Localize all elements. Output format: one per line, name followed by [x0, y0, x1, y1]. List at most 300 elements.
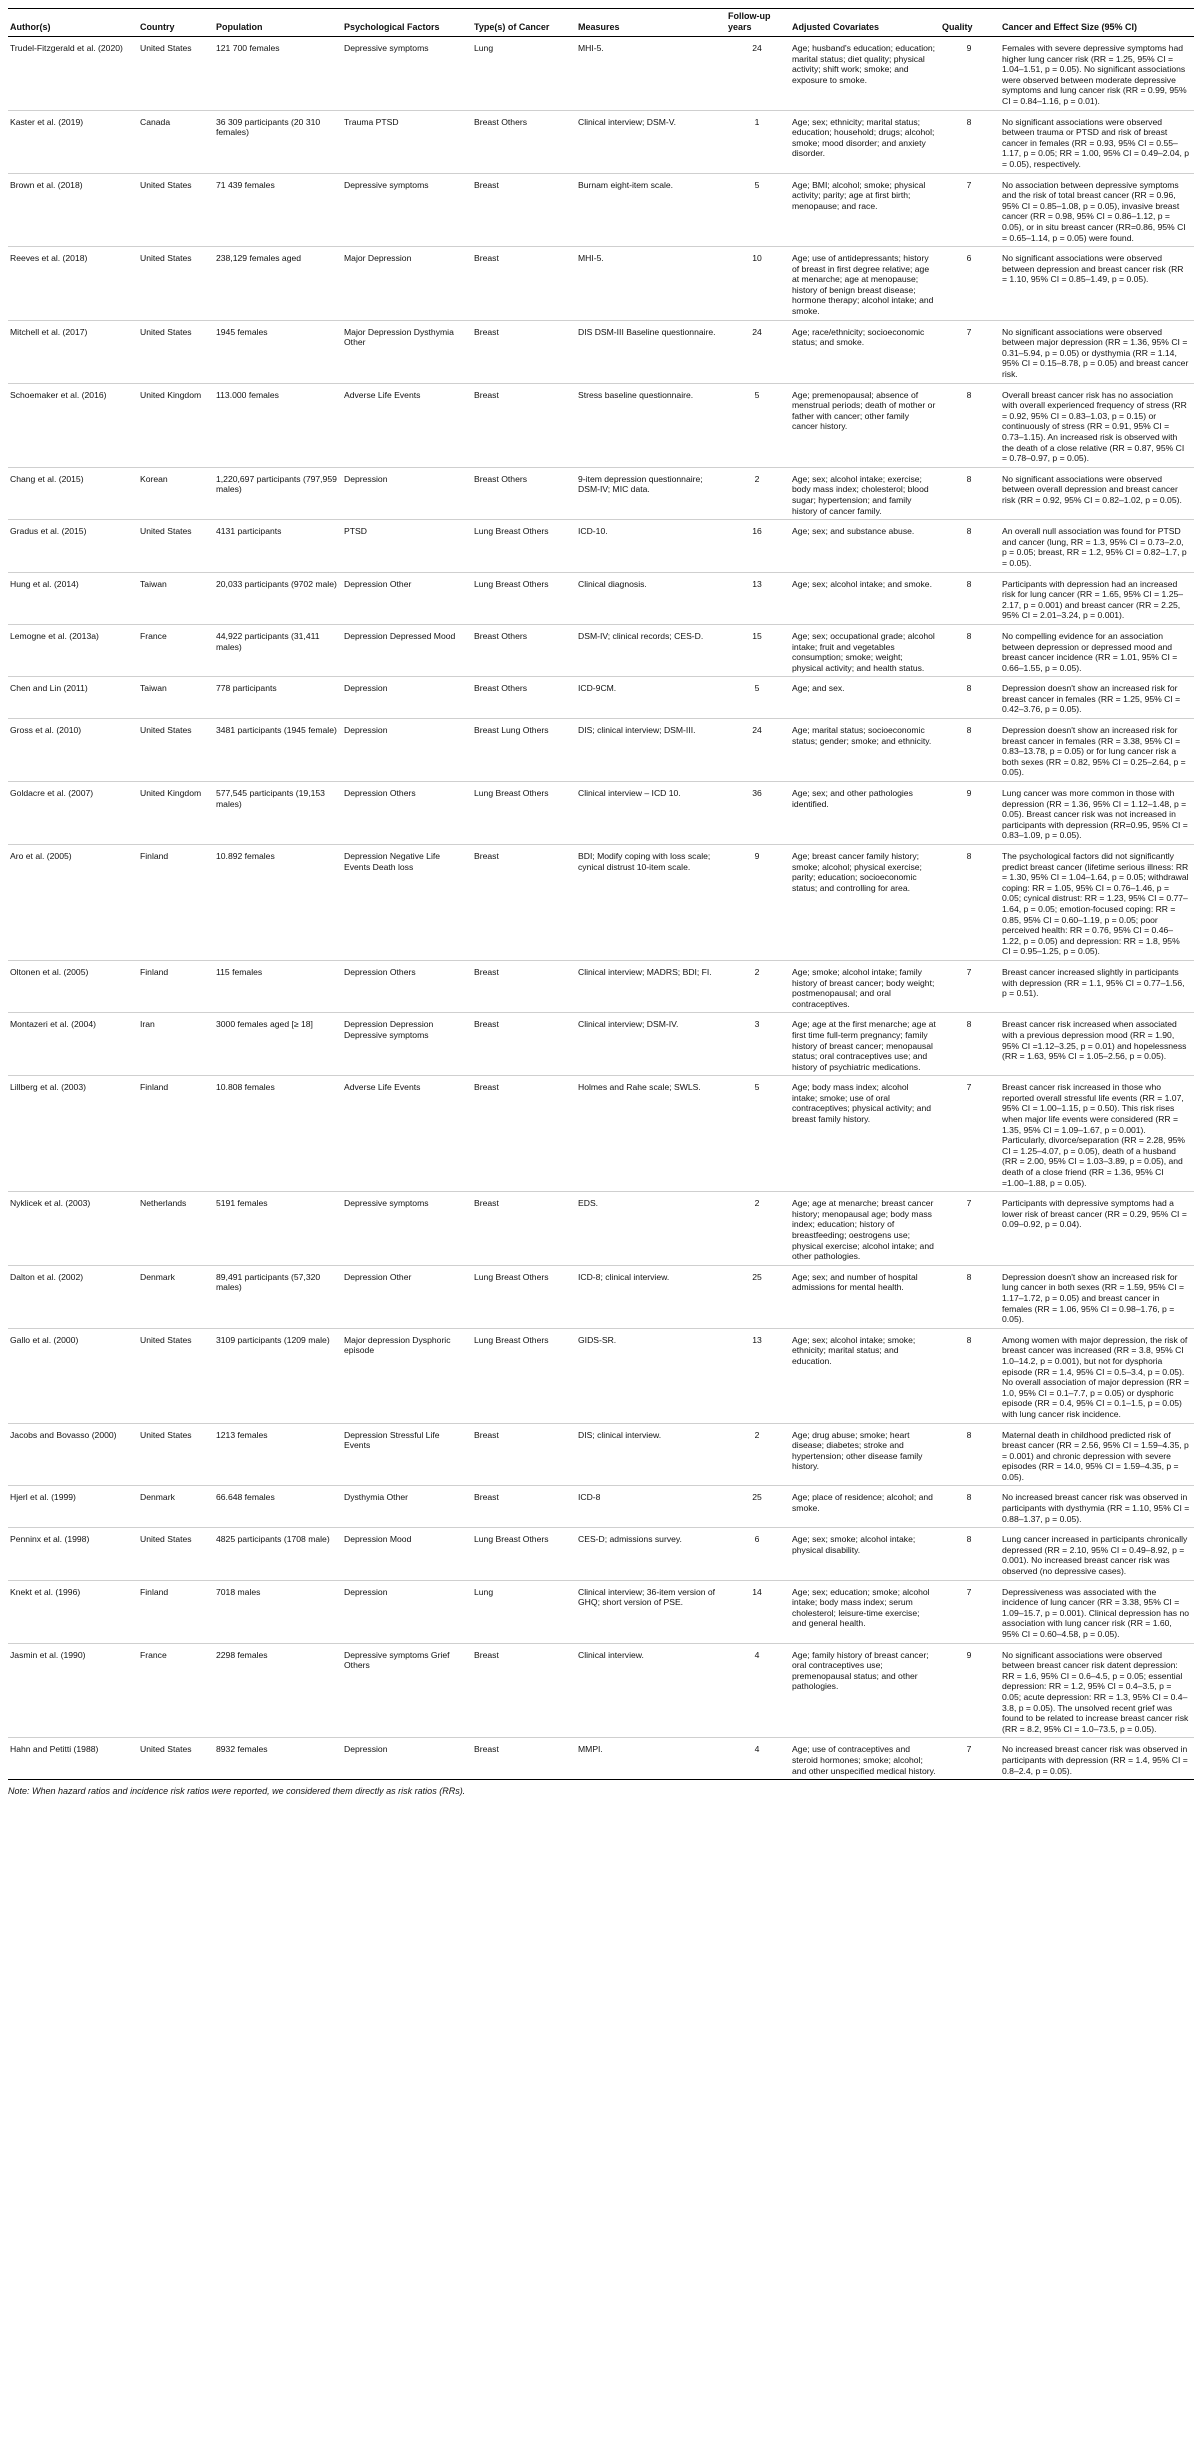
cell-measures: EDS. [578, 1198, 599, 1209]
cell-author: Montazeri et al. (2004) [10, 1019, 96, 1030]
cell-population: 4825 participants (1708 male) [216, 1534, 330, 1545]
header-adjusted-covariates: Adjusted Covariates [790, 9, 940, 37]
cell-author: Knekt et al. (1996) [10, 1586, 81, 1597]
cell-psychological-factors: Depression [344, 1586, 388, 1597]
cell-cancer-type: Breast Others [474, 473, 528, 484]
cell-cancer-type: Breast [474, 389, 499, 400]
table-row [8, 1265, 1194, 1328]
cell-adjusted-covariates: Age; sex; alcohol intake; exercise; body mass index; cholesterol; blood sugar; hypertension; and family history of cancer family. [792, 473, 929, 516]
cell-cancer-type: Breast [474, 1744, 499, 1755]
cell-measures: DIS DSM-III Baseline questionnaire. [578, 326, 716, 337]
cell-adjusted-covariates: Age; body mass index; alcohol intake; smoke; use of oral contraceptives; physical activity; and breast family history. [792, 1082, 931, 1125]
cell-effect-size: No significant associations were observed between trauma or PTSD and risk of breast cancer in females (RR = 0.93, 95% CI = 0.55–1.17, p = 0.05; RR = 1.00, 95% CI = 0.49–2.04, p = 0.05), respectively. [1002, 116, 1190, 169]
cell-psychological-factors: Depression [344, 683, 388, 694]
table-row [8, 1013, 1194, 1076]
cell-effect-size: No significant associations were observed between overall depression and breast cancer risk (RR = 0.92, 95% CI = 0.82–1.02, p = 0.05). [1002, 473, 1182, 505]
cell-quality: 9 [966, 788, 972, 799]
cell-measures: Clinical interview – ICD 10. [578, 788, 681, 799]
cell-country: Iran [140, 1019, 155, 1030]
cell-psychological-factors: Adverse Life Events [344, 1082, 421, 1093]
cell-effect-size: Lung cancer was more common in those with depression (RR = 1.36, 95% CI = 1.12–1.48, p = 0.05). Breast cancer risk was not increased in participants with depression (RR=0.95, 95% CI = 0.83–1.09, p = 0.05). [1002, 788, 1188, 841]
cell-adjusted-covariates: Age; use of antidepressants; history of breast in first degree relative; age at menarche; age at menopause; history of benign breast disease; hormone therapy; alcohol intake; and smoke. [792, 253, 934, 317]
cell-author: Reeves et al. (2018) [10, 253, 88, 264]
table-row [8, 247, 1194, 321]
cell-author: Aro et al. (2005) [10, 851, 72, 861]
cell-follow-up: 10 [752, 253, 762, 264]
cell-effect-size: Breast cancer risk increased when associated with a previous depression mood (RR = 1.90, 95% CI =1.12–3.25, p = 0.01) and hopelessness (RR = 1.63, 95% CI = 1.05–2.56, p = 0.05). [1002, 1019, 1187, 1062]
cell-measures: BDI; Modify coping with loss scale; cynical distrust 10-item scale. [578, 851, 711, 872]
cell-psychological-factors: Depressive symptoms [344, 43, 429, 53]
cell-follow-up: 4 [754, 1744, 760, 1755]
cell-psychological-factors: PTSD [344, 526, 367, 537]
table-row [8, 1423, 1194, 1486]
cell-country: Taiwan [140, 683, 167, 694]
cell-population: 115 females [216, 966, 263, 977]
cell-author: Penninx et al. (1998) [10, 1534, 90, 1545]
cell-cancer-type: Breast [474, 1429, 499, 1440]
cell-country: United States [140, 526, 192, 537]
cell-quality: 9 [966, 43, 972, 53]
cell-measures: CES-D; admissions survey. [578, 1534, 682, 1545]
table-header-row [8, 9, 1194, 37]
cell-author: Schoemaker et al. (2016) [10, 389, 107, 400]
cell-cancer-type: Breast Others [474, 630, 528, 641]
cell-measures: ICD-10. [578, 526, 608, 537]
cell-cancer-type: Breast Others [474, 116, 528, 127]
cell-effect-size: Depression doesn't show an increased risk for lung cancer in both sexes (RR = 1.59, 95% CI = 1.17–1.72, p = 0.05) and breast cancer in females (RR = 1.06, 95% CI = 0.98–1.76, p = 0.05). [1002, 1271, 1185, 1325]
cell-country: United Kingdom [140, 389, 202, 400]
table-row [8, 1486, 1194, 1528]
table-row [8, 37, 1194, 111]
cell-adjusted-covariates: Age; use of contraceptives and steroid hormones; smoke; alcohol; and other unspecified medical history. [792, 1744, 936, 1776]
cell-effect-size: Females with severe depressive symptoms had higher lung cancer risk (RR = 1.25, 95% CI = 1.04–1.51, p = 0.05). No significant associations were observed between moderate depressive symptoms and lung cancer risk (RR = 0.99, 95% CI = 0.84–1.16, p = 0.01). [1002, 43, 1187, 106]
table-row [8, 1580, 1194, 1643]
cell-effect-size: Depression doesn't show an increased risk for breast cancer in females (RR = 1.25, 95% CI = 0.42–3.76, p = 0.05). [1002, 683, 1181, 715]
cell-quality: 7 [966, 326, 972, 337]
cell-country: United States [140, 1334, 192, 1345]
cell-population: 20,033 participants (9702 male) [216, 578, 337, 589]
table-row [8, 1738, 1194, 1780]
cell-follow-up: 36 [752, 788, 762, 799]
header-cancer-type: Type(s) of Cancer [472, 9, 576, 37]
cell-measures: DIS; clinical interview; DSM-III. [578, 725, 696, 736]
cell-psychological-factors: Major Depression [344, 253, 412, 264]
cell-quality: 7 [966, 1744, 972, 1755]
cell-adjusted-covariates: Age; race/ethnicity; socioeconomic status; and smoke. [792, 326, 925, 348]
cell-author: Goldacre et al. (2007) [10, 788, 94, 799]
cell-cancer-type: Breast [474, 253, 499, 264]
table-row [8, 520, 1194, 572]
cell-effect-size: No significant associations were observed between major depression (RR = 1.36, 95% CI = 0.31–5.94, p = 0.05) or dysthymia (RR = 1.14, 95% CI = 0.15–8.78, p = 0.05) and breast cancer risk. [1002, 326, 1189, 380]
cell-effect-size: Lung cancer increased in participants chronically depressed (RR = 2.10, 95% CI = 0.49–8.92, p = 0.001). No increased breast cancer risk was observed (no depressive cases). [1002, 1534, 1188, 1577]
cell-quality: 8 [966, 683, 972, 694]
cell-psychological-factors: Depression Other [344, 578, 412, 589]
cell-measures: DSM-IV; clinical records; CES-D. [578, 630, 704, 641]
cell-effect-size: No increased breast cancer risk was observed in participants with depression (RR = 1.4, 95% CI = 0.8–2.4, p = 0.05). [1002, 1744, 1188, 1776]
cell-quality: 8 [966, 630, 972, 641]
cell-follow-up: 2 [754, 473, 760, 484]
cell-quality: 8 [966, 578, 972, 589]
cell-follow-up: 5 [754, 683, 760, 694]
cell-population: 238,129 females aged [216, 253, 302, 264]
cell-country: United States [140, 725, 192, 736]
cell-cancer-type: Breast [474, 1082, 499, 1093]
cell-country: Canada [140, 116, 171, 127]
cell-adjusted-covariates: Age; and sex. [792, 683, 845, 694]
cell-country: United States [140, 253, 192, 264]
cell-follow-up: 24 [752, 326, 762, 337]
cell-country: Finland [140, 851, 169, 861]
cell-cancer-type: Breast [474, 851, 499, 861]
cell-psychological-factors: Depression Mood [344, 1534, 412, 1545]
cell-follow-up: 24 [752, 43, 762, 53]
cell-author: Dalton et al. (2002) [10, 1271, 84, 1282]
cell-quality: 8 [966, 526, 972, 537]
cell-country: France [140, 1649, 167, 1660]
cell-follow-up: 24 [752, 725, 762, 736]
cell-effect-size: An overall null association was found for PTSD and cancer (lung, RR = 1.3, 95% CI = 0.73–2.0, p = 0.05; breast, RR = 1.2, 95% CI = 0.82–1.7, p = 0.05). [1002, 526, 1187, 568]
cell-follow-up: 15 [752, 630, 762, 641]
cell-follow-up: 25 [752, 1492, 762, 1503]
cell-follow-up: 5 [754, 389, 760, 400]
cell-measures: ICD-9CM. [578, 683, 617, 694]
table-row [8, 677, 1194, 719]
cell-author: Nyklicek et al. (2003) [10, 1198, 91, 1209]
cell-adjusted-covariates: Age; family history of breast cancer; oral contraceptives use; premenopausal status; and other pathologies. [792, 1649, 929, 1692]
cell-adjusted-covariates: Age; sex; smoke; alcohol intake; physical disability. [792, 1534, 916, 1555]
cell-population: 121 700 females [216, 43, 280, 53]
cell-adjusted-covariates: Age; BMI; alcohol; smoke; physical activity; parity; age at first birth; menopause; and race. [792, 179, 926, 211]
cell-adjusted-covariates: Age; smoke; alcohol intake; family history of breast cancer; body weight; postmenopausal; and oral contraceptives. [792, 966, 935, 1009]
cell-follow-up: 5 [754, 179, 760, 190]
cell-quality: 7 [966, 966, 972, 977]
cell-population: 113.000 females [216, 389, 279, 400]
cell-cancer-type: Lung Breast Others [474, 1334, 549, 1345]
header-measures: Measures [576, 9, 726, 37]
cell-adjusted-covariates: Age; sex; and other pathologies identified. [792, 788, 913, 809]
cell-follow-up: 2 [754, 966, 760, 977]
table-row [8, 1076, 1194, 1192]
cell-measures: MMPI. [578, 1744, 603, 1755]
cell-adjusted-covariates: Age; sex; ethnicity; marital status; education; household; drugs; alcohol; smoke; mood disorder; and anxiety disorder. [792, 116, 935, 159]
table-row [8, 960, 1194, 1012]
cell-quality: 6 [966, 253, 972, 264]
cell-population: 3000 females aged [≥ 18] [216, 1019, 313, 1030]
cell-psychological-factors: Depressive symptoms [344, 179, 429, 190]
cell-author: Lillberg et al. (2003) [10, 1082, 86, 1093]
cell-measures: Holmes and Rahe scale; SWLS. [578, 1082, 701, 1093]
cell-quality: 7 [966, 179, 972, 190]
cell-measures: ICD-8; clinical interview. [578, 1271, 670, 1282]
cell-country: United States [140, 1744, 192, 1755]
cell-follow-up: 4 [754, 1649, 760, 1660]
cell-population: 36 309 participants (20 310 females) [216, 116, 321, 138]
cell-cancer-type: Lung Breast Others [474, 788, 549, 799]
studies-table [8, 8, 1194, 1780]
cell-population: 71 439 females [216, 179, 275, 190]
cell-effect-size: The psychological factors did not significantly predict breast cancer (lifetime serious illness: RR = 1.30, 95% CI = 1.04–1.64, p = 0.05; withdrawal coping: RR = 1.05, 95% CI = 0.76–1.46, p = 0.05; cynical distrust: RR = 1.23, 95% CI = 0.77–1.64, p = 0.05; emotion-focused coping: RR = 0.85, 95% CI = 0.60–1.19, p = 0.05; poor perceived health: RR = 0.76, 95% CI = 0.46–1.22, p = 0.05) and depression: RR = 1.8, 95% CI = 0.95–1.25, p = 0.05). [1002, 851, 1189, 957]
header-effect-size: Cancer and Effect Size (95% CI) [1000, 9, 1194, 37]
cell-adjusted-covariates: Age; sex; occupational grade; alcohol intake; fruit and vegetables consumption; smoke; weight; physical activity; and health status. [792, 630, 935, 673]
cell-effect-size: Participants with depressive symptoms had a lower risk of breast cancer (RR = 0.29, 95% CI = 0.09–0.92, p = 0.04). [1002, 1198, 1187, 1230]
cell-population: 1945 females [216, 326, 268, 337]
cell-measures: Burnam eight-item scale. [578, 179, 674, 190]
cell-author: Chen and Lin (2011) [10, 683, 88, 694]
cell-author: Jasmin et al. (1990) [10, 1649, 86, 1660]
table-row [8, 572, 1194, 624]
table-row [8, 173, 1194, 247]
cell-psychological-factors: Depression Negative Life Events Death loss [344, 851, 441, 872]
cell-population: 89,491 participants (57,320 males) [216, 1271, 321, 1293]
cell-author: Kaster et al. (2019) [10, 116, 84, 127]
cell-country: Taiwan [140, 578, 167, 589]
cell-country: United States [140, 43, 192, 53]
cell-country: United States [140, 179, 192, 190]
table-row [8, 467, 1194, 519]
table-row [8, 624, 1194, 676]
cell-population: 778 participants [216, 683, 277, 694]
table-row [8, 1528, 1194, 1580]
cell-effect-size: Breast cancer increased slightly in participants with depression (RR = 1.1, 95% CI = 0.77–1.56, p = 0.51). [1002, 966, 1185, 999]
cell-population: 577,545 participants (19,153 males) [216, 788, 325, 809]
cell-adjusted-covariates: Age; sex; and substance abuse. [792, 526, 915, 537]
cell-country: United States [140, 1429, 192, 1440]
cell-author: Gross et al. (2010) [10, 725, 82, 736]
cell-country: Finland [140, 1586, 169, 1597]
cell-psychological-factors: Depression Others [344, 966, 416, 977]
cell-cancer-type: Breast [474, 1492, 499, 1503]
cell-country: France [140, 630, 167, 641]
cell-adjusted-covariates: Age; breast cancer family history; smoke; alcohol; physical exercise; parity; education; socioeconomic status; and controlling for area. [792, 851, 922, 893]
cell-country: Finland [140, 1082, 169, 1093]
cell-country: Netherlands [140, 1198, 187, 1209]
cell-cancer-type: Lung [474, 1586, 494, 1597]
cell-measures: MHI-5. [578, 43, 604, 53]
cell-follow-up: 25 [752, 1271, 762, 1282]
cell-adjusted-covariates: Age; sex; alcohol intake; and smoke. [792, 578, 932, 589]
cell-effect-size: No significant associations were observed between breast cancer risk datent depression: RR = 1.6, 95% CI = 0.6–4.5, p = 0.05; essential depression: RR = 1.2, 95% CI = 0.4–3.5, p = 0.05; acute depression: RR = 1.3, 95% CI = 0.4–3.8, p = 0.05). The unsolved recent grief was found to be related to increase breast cancer risk (RR = 8.2, 95% CI = 1.0–73.5, p = 0.05). [1002, 1649, 1189, 1734]
header-country: Country [138, 9, 214, 37]
cell-quality: 8 [966, 1019, 972, 1030]
header-population: Population [214, 9, 342, 37]
cell-adjusted-covariates: Age; sex; and number of hospital admissions for mental health. [792, 1271, 918, 1293]
cell-population: 10.892 females [216, 851, 275, 861]
cell-cancer-type: Lung Breast Others [474, 1534, 549, 1545]
cell-effect-size: Breast cancer risk increased in those who reported overall stressful life events (RR = 1.07, 95% CI = 1.00–1.15, p = 0.50). This risk rises when major life events were considered (RR = 1.35, 95% CI = 1.09–1.67, p = 0.001). Particularly, divorce/separation (RR = 2.28, 95% CI = 1.25–4.07, p = 0.05), death of a husband (RR = 2.00, 95% CI = 1.03–3.89, p = 0.05), and death of a close friend (RR = 1.36, 95% CI =1.00–1.88, p = 0.05). [1002, 1082, 1186, 1188]
cell-author: Trudel-Fitzgerald et al. (2020) [10, 43, 123, 53]
cell-psychological-factors: Depression [344, 1744, 388, 1755]
cell-cancer-type: Lung [474, 43, 494, 53]
cell-author: Hahn and Petitti (1988) [10, 1744, 99, 1755]
cell-effect-size: Depression doesn't show an increased risk for breast cancer in females (RR = 3.38, 95% CI = 0.83–13.78, p = 0.05) or for lung cancer risk a both sexes (RR = 0.82, 95% CI = 0.25–2.64, p = 0.05). [1002, 725, 1186, 778]
cell-adjusted-covariates: Age; sex; education; smoke; alcohol intake; body mass index; serum cholesterol; leisure-time exercise; and general health. [792, 1586, 930, 1629]
cell-follow-up: 2 [754, 1198, 760, 1209]
cell-psychological-factors: Depressive symptoms [344, 1198, 429, 1209]
cell-population: 3481 participants (1945 female) [216, 725, 337, 736]
table-row [8, 1328, 1194, 1423]
cell-psychological-factors: Trauma PTSD [344, 116, 399, 127]
cell-cancer-type: Lung Breast Others [474, 578, 549, 589]
cell-population: 3109 participants (1209 male) [216, 1334, 330, 1345]
table-row [8, 1643, 1194, 1738]
cell-psychological-factors: Depression Stressful Life Events [344, 1429, 440, 1451]
table-row [8, 845, 1194, 961]
cell-psychological-factors: Major depression Dysphoric episode [344, 1334, 451, 1356]
cell-population: 2298 females [216, 1649, 268, 1660]
cell-effect-size: No association between depressive symptoms and the risk of total breast cancer (RR = 0.96, 95% CI = 0.85–1.08, p = 0.05), invasive breast cancer (RR = 0.98, 95% CI = 0.86–1.12, p = 0.05), or in situ breast cancer (RR=0.86, 95% CI = 0.65–1.14, p = 0.05) were found. [1002, 179, 1186, 243]
cell-quality: 8 [966, 1271, 972, 1282]
cell-population: 1,220,697 participants (797,959 males) [216, 473, 337, 495]
cell-quality: 8 [966, 473, 972, 484]
cell-measures: Clinical interview; 36-item version of GHQ; short version of PSE. [578, 1586, 716, 1608]
cell-psychological-factors: Depressive symptoms Grief Others [344, 1649, 450, 1671]
cell-follow-up: 6 [754, 1534, 760, 1545]
cell-author: Hjerl et al. (1999) [10, 1492, 76, 1503]
cell-psychological-factors: Depression [344, 725, 388, 736]
cell-population: 4131 participants [216, 526, 282, 537]
cell-cancer-type: Breast [474, 1019, 499, 1030]
cell-quality: 8 [966, 851, 972, 861]
cell-quality: 8 [966, 725, 972, 736]
header-quality: Quality [940, 9, 1000, 37]
cell-author: Mitchell et al. (2017) [10, 326, 88, 337]
cell-cancer-type: Breast [474, 179, 499, 190]
cell-follow-up: 9 [754, 851, 760, 861]
cell-cancer-type: Lung Breast Others [474, 1271, 549, 1282]
cell-measures: Clinical interview. [578, 1649, 644, 1660]
cell-measures: GIDS-SR. [578, 1334, 617, 1345]
cell-author: Hung et al. (2014) [10, 578, 79, 589]
cell-author: Lemogne et al. (2013a) [10, 630, 99, 641]
table-row [8, 719, 1194, 782]
cell-measures: Clinical interview; DSM-V. [578, 116, 677, 127]
cell-quality: 8 [966, 1492, 972, 1503]
cell-follow-up: 5 [754, 1082, 760, 1093]
header-author: Author(s) [8, 9, 138, 37]
cell-cancer-type: Breast [474, 966, 499, 977]
table-row [8, 1192, 1194, 1266]
cell-effect-size: No increased breast cancer risk was observed in participants with dysthymia (RR = 1.10, 95% CI = 0.88–1.37, p = 0.05). [1002, 1492, 1190, 1524]
header-follow-up: Follow-up years [726, 9, 790, 37]
cell-follow-up: 2 [754, 1429, 760, 1440]
cell-psychological-factors: Depression Others [344, 788, 416, 799]
cell-author: Gallo et al. (2000) [10, 1334, 79, 1345]
cell-psychological-factors: Dysthymia Other [344, 1492, 408, 1503]
cell-measures: Clinical interview; MADRS; BDI; FI. [578, 966, 712, 977]
header-psychological-factors: Psychological Factors [342, 9, 472, 37]
cell-adjusted-covariates: Age; place of residence; alcohol; and smoke. [792, 1492, 933, 1514]
cell-country: United Kingdom [140, 788, 202, 799]
cell-adjusted-covariates: Age; age at the first menarche; age at first time full-term pregnancy; family history of breast cancer; menopausal status; oral contraceptives use; and history of psychiatric medications. [792, 1019, 936, 1072]
cell-follow-up: 3 [754, 1019, 760, 1030]
cell-adjusted-covariates: Age; age at menarche; breast cancer history; menopausal age; body mass index; education; history of breastfeeding; oestrogens use; physical exercise; alcohol intake; and other pathologies. [792, 1198, 934, 1262]
cell-cancer-type: Breast [474, 1649, 499, 1660]
table-row [8, 320, 1194, 383]
cell-author: Jacobs and Bovasso (2000) [10, 1429, 117, 1440]
cell-measures: 9-item depression questionnaire; DSM-IV; MIC data. [578, 473, 703, 495]
cell-author: Gradus et al. (2015) [10, 526, 87, 537]
cell-cancer-type: Breast Others [474, 683, 528, 694]
cell-quality: 8 [966, 389, 972, 400]
cell-follow-up: 16 [752, 526, 762, 537]
cell-population: 8932 females [216, 1744, 268, 1755]
cell-effect-size: Among women with major depression, the risk of breast cancer was increased (RR = 3.8, 95% CI 1.0–14.2, p = 0.001), but not for dysphoria episode (RR = 1.4, 95% CI = 0.5–3.4, p = 0.05). No overall association of major depression (RR = 1.0, 95% CI = 0.1–7.7, p = 0.05) or dysphoric episode (RR = 0.4, 95% CI = 0.1–1.5, p = 0.05) with lung cancer risk incidence. [1002, 1334, 1189, 1419]
cell-population: 66.648 females [216, 1492, 275, 1503]
cell-population: 5191 females [216, 1198, 268, 1209]
cell-adjusted-covariates: Age; husband's education; education; marital status; diet quality; physical activity; shift work; smoke; and exposure to smoke. [792, 43, 936, 85]
cell-effect-size: Depressiveness was associated with the incidence of lung cancer (RR = 3.38, 95% CI = 1.09–15.7, p = 0.001). Clinical depression has no association with lung cancer risk (RR = 1.60, 95% CI = 0.60–4.58, p = 0.05). [1002, 1586, 1190, 1639]
cell-psychological-factors: Major Depression Dysthymia Other [344, 326, 454, 348]
cell-measures: Stress baseline questionnaire. [578, 389, 694, 400]
table-note: Note: When hazard ratios and incidence risk ratios were reported, we considered them directly as risk ratios (RRs). [8, 1786, 466, 1797]
cell-adjusted-covariates: Age; premenopausal; absence of menstrual periods; death of mother or father with cancer; other family cancer history. [792, 389, 936, 432]
cell-adjusted-covariates: Age; drug abuse; smoke; heart disease; diabetes; stroke and hypertension; other disease family history. [792, 1429, 923, 1472]
cell-country: Finland [140, 966, 169, 977]
cell-author: Chang et al. (2015) [10, 473, 84, 484]
cell-country: Korean [140, 473, 168, 484]
cell-population: 44,922 participants (31,411 males) [216, 630, 320, 652]
cell-effect-size: No compelling evidence for an association between depression or depressed mood and breast cancer incidence (RR = 1.01, 95% CI = 0.66–1.55, p = 0.05). [1002, 630, 1178, 673]
cell-measures: DIS; clinical interview. [578, 1429, 662, 1440]
table-row [8, 782, 1194, 845]
cell-psychological-factors: Depression Depression Depressive symptoms [344, 1019, 434, 1040]
cell-country: Denmark [140, 1492, 175, 1503]
cell-author: Oltonen et al. (2005) [10, 966, 89, 977]
cell-quality: 7 [966, 1082, 972, 1093]
cell-quality: 7 [966, 1586, 972, 1597]
cell-country: Denmark [140, 1271, 175, 1282]
cell-cancer-type: Breast [474, 326, 499, 337]
cell-population: 7018 males [216, 1586, 261, 1597]
document-page [8, 8, 1194, 1796]
cell-measures: ICD-8 [578, 1492, 601, 1503]
cell-population: 10.808 females [216, 1082, 275, 1093]
cell-quality: 7 [966, 1198, 972, 1209]
cell-effect-size: No significant associations were observed between depression and breast cancer risk (RR = 1.10, 95% CI = 0.85–1.49, p = 0.05). [1002, 253, 1184, 285]
cell-adjusted-covariates: Age; marital status; socioeconomic status; gender; smoke; and ethnicity. [792, 725, 932, 746]
cell-measures: Clinical interview; DSM-IV. [578, 1019, 679, 1030]
cell-quality: 8 [966, 1534, 972, 1545]
cell-psychological-factors: Adverse Life Events [344, 389, 421, 400]
cell-psychological-factors: Depression Depressed Mood [344, 630, 456, 641]
cell-country: United States [140, 1534, 192, 1545]
cell-adjusted-covariates: Age; sex; alcohol intake; smoke; ethnicity; marital status; and education. [792, 1334, 916, 1366]
cell-effect-size: Overall breast cancer risk has no association with overall experienced frequency of stress (RR = 0.92, 95% CI = 0.83–1.03, p = 0.15) or continuously of stress (RR = 0.91, 95% CI = 0.73–1.15). An increased risk is observed with the death of a close relative (RR = 0.87, 95% CI = 0.78–0.97, p = 0.05). [1002, 389, 1187, 464]
cell-effect-size: Maternal death in childhood predicted risk of breast cancer (RR = 2.56, 95% CI = 1.59–4.35, p = 0.001) and chronic depression with severe episodes (RR = 14.0, 95% CI = 1.59–4.35, p = 0.05). [1002, 1429, 1189, 1482]
cell-author: Brown et al. (2018) [10, 179, 83, 190]
cell-cancer-type: Lung Breast Others [474, 526, 549, 537]
cell-quality: 9 [966, 1649, 972, 1660]
table-row [8, 383, 1194, 467]
cell-follow-up: 14 [752, 1586, 762, 1597]
cell-measures: Clinical diagnosis. [578, 578, 647, 589]
cell-quality: 8 [966, 1334, 972, 1345]
cell-psychological-factors: Depression Other [344, 1271, 412, 1282]
cell-quality: 8 [966, 1429, 972, 1440]
cell-effect-size: Participants with depression had an increased risk for lung cancer (RR = 1.65, 95% CI = 1.25–2.17, p = 0.001) and breast cancer (RR = 2.25, 95% CI = 2.01–3.24, p = 0.001). [1002, 578, 1184, 621]
cell-cancer-type: Breast [474, 1198, 499, 1209]
cell-follow-up: 1 [754, 116, 760, 127]
cell-psychological-factors: Depression [344, 473, 388, 484]
cell-cancer-type: Breast Lung Others [474, 725, 549, 736]
cell-population: 1213 females [216, 1429, 268, 1440]
cell-follow-up: 13 [752, 578, 762, 589]
cell-country: United States [140, 326, 192, 337]
cell-measures: MHI-5. [578, 253, 604, 264]
cell-follow-up: 13 [752, 1334, 762, 1345]
cell-quality: 8 [966, 116, 972, 127]
table-row [8, 110, 1194, 173]
